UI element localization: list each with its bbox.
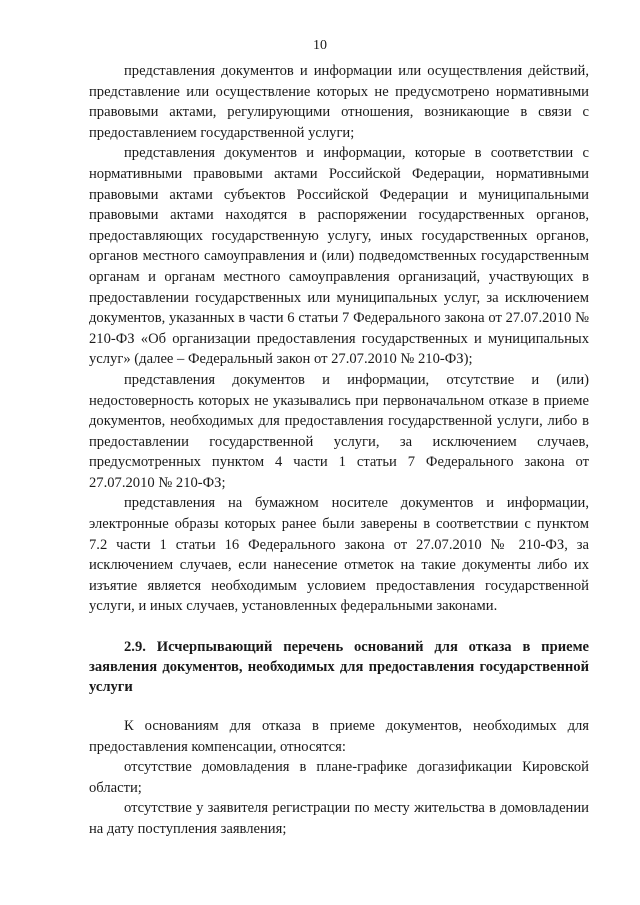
document-body	[89, 61, 589, 840]
paragraph: отсутствие домовладения в плане-графике догазификации Кировской области;	[89, 759, 589, 796]
page-number: 10	[313, 38, 327, 53]
paragraph: представления документов и информации или осуществления действий, представление или осуществление которых не предусмотрено нормативными правовыми актами, регулирующими отношения, возникающие в связи с предоставлением государственной услуги;	[89, 63, 589, 141]
paragraph: представления на бумажном носителе документов и информации, электронные образы которых ранее были заверены в соответствии с пунктом 7.2 части 1 статьи 16 Федерального закона от 27.07.2010 № 210-ФЗ, за исключением случаев, если нанесение отметок на такие документы либо их изъятие является необходимым условием предоставления государственной услуги, и иных случаев, установленных федеральными законами.	[89, 495, 589, 615]
paragraph: представления документов и информации, которые в соответствии с нормативными правовыми актами Российской Федерации, нормативными правовыми актами субъектов Российской Федерации и муниципальными правовыми актами находятся в распоряжении государственных органов, предоставляющих государственную услугу, иных государственных органов, органов местного самоуправления и (или) подведомственных государственным органам и органам местного самоуправления организаций, участвующих в предоставлении государственных или муниципальных услуг, за исключением документов, указанных в части 6 статьи 7 Федерального закона от 27.07.2010 № 210-ФЗ «Об организации предоставления государственных и муниципальных услуг» (далее – Федеральный закон от 27.07.2010 № 210-ФЗ);	[89, 145, 589, 368]
paragraph: представления документов и информации, отсутствие и (или) недостоверность которых не указывались при первоначальном отказе в приеме документов, необходимых для предоставления государственной услуги, либо в предоставлении государственной услуги, за исключением случаев, предусмотренных пунктом 4 части 1 статьи 7 Федерального закона от 27.07.2010 № 210-ФЗ;	[89, 371, 589, 491]
paragraph: отсутствие у заявителя регистрации по месту жительства в домовладении на дату поступления заявления;	[89, 800, 589, 837]
section-heading: 2.9. Исчерпывающий перечень оснований для отказа в приеме заявления документов, необходимых для предоставления государственной услуги	[89, 639, 589, 696]
paragraph: К основаниям для отказа в приеме документов, необходимых для предоставления компенсации, относятся:	[89, 718, 589, 755]
